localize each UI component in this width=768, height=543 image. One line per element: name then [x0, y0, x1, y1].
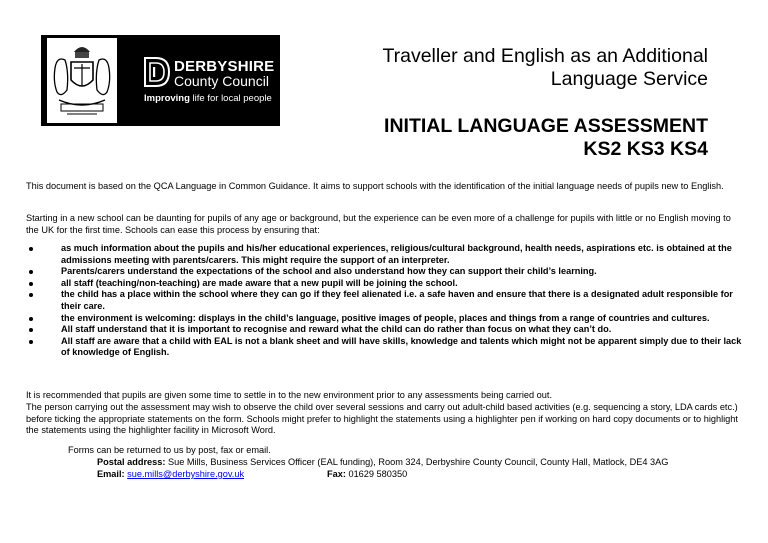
list-item-text: all staff (teaching/non-teaching) are made aware that a new pupil will be joining the school.	[61, 277, 458, 288]
intro-paragraph-1: This document is based on the QCA Language in Common Guidance. It aims to support schools with the identification of the initial language needs of pupils new to English.	[26, 181, 724, 191]
coat-of-arms-icon	[47, 38, 117, 123]
list-item	[26, 278, 746, 290]
service-title-line2: Language Service	[550, 68, 708, 90]
recommendation-paragraph: It is recommended that pupils are given some time to settle in to the new environment prior to any assessments being carried out.	[26, 390, 552, 400]
list-item	[26, 266, 746, 278]
list-item-text: All staff understand that it is important to recognise and reward what the child can do rather than focus on what they can’t do.	[61, 324, 612, 335]
list-item-text: as much information about the pupils and his/her educational experiences, religious/cultural background, health needs, aspirations etc. is obtained at the admissions meeting with parents/carers. This might require the support of an interpreter.	[61, 243, 732, 265]
list-item	[26, 243, 746, 266]
logo-tagline	[144, 93, 272, 104]
bullet-icon	[29, 282, 33, 286]
list-item	[26, 313, 746, 325]
service-title-line1: Traveller and English as an Additional	[382, 45, 708, 67]
key-stages-heading: KS2 KS3 KS4	[583, 138, 708, 160]
assessment-guidance-paragraph: The person carrying out the assessment may wish to observe the child over several sessions and carry out adult-child based activities (e.g. sequencing a story, LDA cards etc.) before ticking the appropriate statements on the form. Schools might prefer to highlight the statements using a highlighter pen if working on hard copy documents or to highlight the statements using the highlighter facility in Microsoft Word.	[26, 402, 738, 436]
list-item-text: the child has a place within the school where they can go if they feel alienated i.e. a safe haven and ensure that there is a designated adult responsible for their care.	[61, 289, 733, 311]
postal-address	[97, 457, 668, 469]
logo-name-line1: DERBYSHIRE	[174, 58, 275, 75]
email-link[interactable]: sue.mills@derbyshire.gov.uk	[127, 469, 245, 479]
list-item	[26, 324, 746, 336]
logo-tagline-rest: life for local people	[189, 93, 272, 104]
email-label: Email:	[97, 469, 125, 479]
bullet-icon	[29, 293, 33, 297]
bullet-icon	[29, 270, 33, 274]
email-line	[97, 469, 244, 481]
derbyshire-d-icon	[144, 57, 170, 87]
list-item-text: the environment is welcoming: displays in the child’s language, positive images of people, places and things from a range of countries and cultures.	[61, 312, 710, 323]
return-forms-intro: Forms can be returned to us by post, fax or email.	[68, 445, 271, 455]
logo-name-line2: County Council	[174, 73, 269, 89]
document-heading: INITIAL LANGUAGE ASSESSMENT	[384, 115, 708, 137]
fax-label: Fax:	[327, 469, 346, 479]
postal-address-value: Sue Mills, Business Services Officer (EAL funding), Room 324, Derbyshire County Council, County Hall, Matlock, DE4 3AG	[165, 457, 669, 467]
bullet-icon	[29, 340, 33, 344]
list-item	[26, 336, 746, 359]
fax-line	[327, 469, 407, 481]
postal-address-label: Postal address:	[97, 457, 166, 467]
intro-paragraph-2: Starting in a new school can be daunting for pupils of any age or background, but the experience can be even more of a challenge for pupils with little or no English moving to the UK for the first time. Schools can ease this process by ensuring that:	[26, 213, 731, 235]
bullet-icon	[29, 247, 33, 251]
ensuring-list	[26, 243, 746, 359]
fax-value: 01629 580350	[345, 469, 408, 479]
council-logo	[41, 35, 280, 126]
bullet-icon	[29, 328, 33, 332]
list-item-text: All staff are aware that a child with EAL is not a blank sheet and will have skills, knowledge and talents which might not be apparent simply due to their lack of knowledge of English.	[61, 335, 742, 358]
logo-tagline-bold: Improving	[144, 93, 190, 104]
list-item	[26, 289, 746, 312]
list-item-text: Parents/carers understand the expectations of the school and also understand how they can support their child’s learning.	[61, 266, 597, 277]
bullet-icon	[29, 317, 33, 321]
